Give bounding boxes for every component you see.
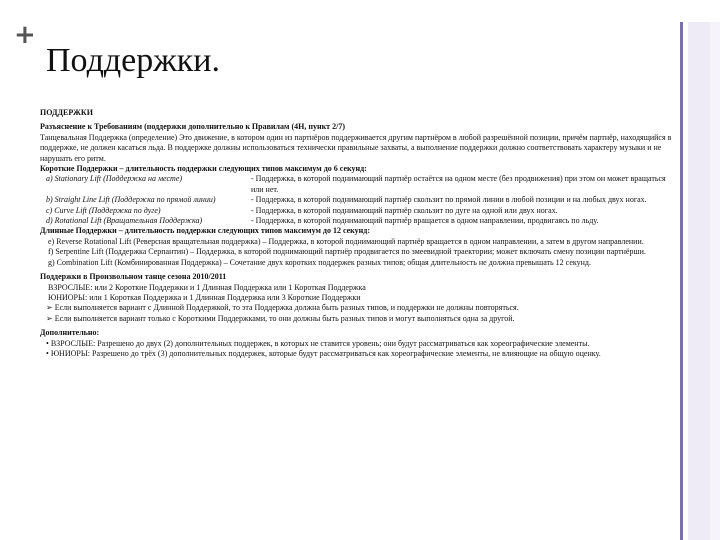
additional-heading: Дополнительно: <box>40 328 100 338</box>
long-lift-item: f) Serpentine Lift (Поддержка Серпантин) – Поддержка, в которой поднимающий партнёр продвигается по змеевидной траектории; может включать смену позиции партнёрши. <box>48 247 646 257</box>
accent-band-light <box>710 22 720 540</box>
long-lift-item: e) Reverse Rotational Lift (Реверсная вращательная поддержка) – Поддержка, в которой поднимающий партнёр вращается в одном направлении, а затем в другом направлении. <box>48 236 644 246</box>
rule-text: Если выполняется вариант только с Короткими Поддержками, то они должны быть разных типов и могут выполняться одна за другой. <box>54 313 515 323</box>
season-line: ВЗРОСЛЫЕ: или 2 Короткие Поддержки и 1 Длинная Поддержка или 1 Короткая Поддержка <box>48 282 366 292</box>
additional-item: • ЮНИОРЫ: Разрешено до трёх (3) дополнительных поддержек, которые будут рассматриваться как хореографические элементы, не влияющие на общую оценку. <box>46 348 601 358</box>
short-lift-item <box>40 216 672 226</box>
rule-text: Если выполняется вариант с Длинной Поддержкой, то эта Поддержка должна быть разных типов, и поддержки не должны повторяться. <box>54 303 519 313</box>
short-lift-item <box>40 174 672 195</box>
short-lift-item <box>40 206 672 216</box>
rule-arrow-item: ➢ Если выполняется вариант только с Короткими Поддержками, то они должны быть разных типов и могут выполняться одна за другой. <box>46 313 515 323</box>
short-lift-item <box>40 195 672 205</box>
short-lift-desc: - Поддержка, в которой поднимающий партнёр остаётся на одном месте (без продвижения) при этом он может вращаться или нет. <box>251 174 666 194</box>
short-lifts-heading: Короткие Поддержки – длительность поддержки следующих типов максимум до 6 секунд: <box>40 164 367 174</box>
additional-item: • ВЗРОСЛЫЕ: Разрешено до двух (2) дополнительных поддержек, в которых не ставится уровень; они будут рассматриваться как хореографические элементы. <box>46 338 590 348</box>
long-lift-item: g) Combination Lift (Комбинированная Поддержка) – Сочетание двух коротких поддержек разных типов; общая длительность не должна превышать 12 секунд. <box>48 257 591 267</box>
long-lifts-heading: Длинные Поддержки – длительность поддержки следующих типов максимум до 12 секунд: <box>40 226 370 236</box>
additional-text: ВЗРОСЛЫЕ: Разрешено до двух (2) дополнительных поддержек, в которых не ставится уровень; они будут рассматриваться как хореографические элементы. <box>50 338 590 348</box>
doc-definition: Танцевальная Поддержка (определение) Это движение, в котором один из партнёров поддерживается другим партнёром в любой разрешённой позиции, причём партнёр, находящийся в поддержке, не должен касаться льда. В поддержке должны использоваться технически правильные захваты, а выполнение поддержки должно соответствовать характеру музыки и не нарушать его ритм. <box>40 132 672 163</box>
doc-clarification: Разъяснение к Требованиям (поддержки дополнительно к Правилам (4Н, пункт 2/7) <box>40 122 345 132</box>
short-lift-name: b) Straight Line Lift (Поддержка по прямой линии) <box>46 195 216 205</box>
doc-heading: ПОДДЕРЖКИ <box>40 108 93 117</box>
rule-arrow-item: ➢ Если выполняется вариант с Длинной Поддержкой, то эта Поддержка должна быть разных типов, и поддержки не должны повторяться. <box>46 303 519 313</box>
season-heading: Поддержки в Произвольном танце сезона 2010/2011 <box>40 272 227 282</box>
accent-band <box>688 22 710 540</box>
document-image <box>40 108 672 540</box>
slide-title: Поддержки. <box>46 42 220 79</box>
season-line: ЮНИОРЫ: или 1 Короткая Поддержка и 1 Длинная Поддержка или 3 Короткие Поддержки <box>48 292 361 302</box>
accent-bar <box>680 22 683 540</box>
short-lift-name: a) Stationary Lift (Поддержка на месте) <box>46 174 183 184</box>
slide-plus-icon: + <box>14 20 36 50</box>
short-lift-desc: - Поддержка, в которой поднимающий партнёр вращается в одном направлении, продвигаясь по льду. <box>251 216 599 226</box>
additional-text: ЮНИОРЫ: Разрешено до трёх (3) дополнительных поддержек, которые будут рассматриваться как хореографические элементы, не влияющие на общую оценку. <box>50 348 601 358</box>
short-lift-desc: - Поддержка, в которой поднимающий партнёр скользит по прямой линии в любой позиции и на любых двух ногах. <box>251 195 647 205</box>
short-lift-name: c) Curve Lift (Поддержка по дуге) <box>46 205 161 215</box>
short-lift-desc: - Поддержка, в которой поднимающий партнёр скользит по дуге на одной или двух ногах. <box>251 205 558 215</box>
short-lift-name: d) Rotational Lift (Вращательная Поддержка) <box>46 216 203 226</box>
